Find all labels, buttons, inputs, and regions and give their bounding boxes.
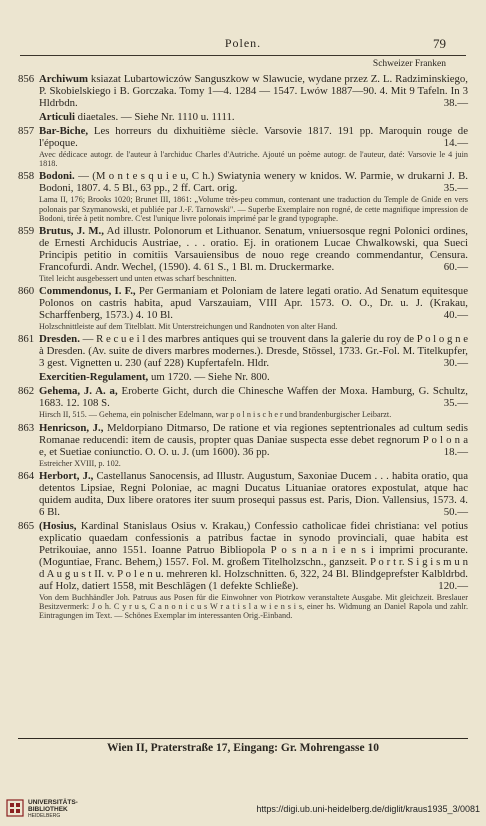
entry-text bbox=[39, 385, 468, 409]
entry-note: Avec dédicace autogr. de l'auteur à l'archiduc Charles d'Autriche. Ajouté un poème autogr. de l'auteur, daté: Varsovie le 4 juin 1818. bbox=[39, 150, 468, 169]
entry-price: 40.— bbox=[443, 309, 468, 322]
entry-number: 864 bbox=[18, 469, 35, 482]
entry-text bbox=[39, 470, 468, 518]
entry-note: Hirsch II, 515. — Gehema, ein polnischer Edelmann, war p o l n i s c h e r und brandenburgischer Leibarzt. bbox=[39, 410, 392, 420]
entry-head: Bar-Biche, bbox=[39, 125, 89, 137]
entry-note: Lama II, 176; Brooks 1020; Brunet III, 1861: „Volume très-peu commun, contenant une traduction du Temple de Gnide en vers polonais par Szymanowski, et publiée par J.-F. Tarnowski". — Superbe Exemplaire non rogné, de cette magnifique impression de Bodoni, tirée à petit nombre. C'est l'unique livre polonais imprimé par le grand typographe. bbox=[39, 195, 468, 223]
entry-863 bbox=[18, 422, 468, 468]
entry-price: 18.— bbox=[443, 445, 468, 458]
entry-head: Herbort, J., bbox=[39, 469, 94, 482]
entry-note: Holzschnittleiste auf dem Titelblatt. Mit Unterstreichungen und Randnoten von alter Hand. bbox=[39, 322, 338, 332]
entry-body: Meldorpiano Ditmarso, De ratione et via regiones septentrionales ad cultum sedis Romanae reducendi: item de causis, propter quas Daniae suspecta esse debet regnorum P o l o n a e, et Suetiae coniunctio. O. O. u. J. (um 1600). 36 pp. bbox=[39, 421, 468, 458]
entry-body: — R e c u e i l des marbres antiques qui se trouvent dans la galerie du roy de P o l o g n e à Dresden. (Av. suite de divers marbres modernes.). Dresde, Stössel, 1733. Gr.-Fol. M. Titelkupfer, 3 gest. Vignetten u. 230 (auf 228) Kupfertafeln. Hldr. bbox=[39, 333, 468, 370]
entry-body: diaetales. — Siehe Nr. 1110 u. 1111. bbox=[74, 111, 235, 123]
entry-head: Bodoni. bbox=[39, 170, 75, 183]
entry-price: 60.— bbox=[443, 261, 468, 274]
entry-text bbox=[39, 225, 468, 273]
library-line-1: UNIVERSITÄTS- bbox=[28, 799, 78, 806]
entry-865 bbox=[18, 520, 468, 621]
currency-label: Schweizer Franken bbox=[372, 59, 446, 69]
entry-text bbox=[39, 422, 468, 458]
entry-price: 35.— bbox=[443, 182, 468, 195]
page-number: 79 bbox=[433, 36, 446, 51]
entry-note: Estreicher XVIII, p. 102. bbox=[39, 458, 121, 468]
entry-856 bbox=[18, 73, 468, 109]
footer-rule bbox=[18, 738, 468, 739]
entry-body: Kardinal Stanislaus Osius v. Krakau,) Confessio catholicae fidei christiana: vel potius explicatio quaedam confessionis a patribus factae in synodo provinciali, quae habita est Petrikouiae, anno 1551. Ioanne Patruo Bibliopola P o s n a n i e n s i imprimi procurante. (Moguntiae, Franc. Behem,) 1557. Fol. M. großem Titelholzschn., ganzseit. P o r t r. S i g i s m u n d A u g u s t II. v. P o l e n u. mehreren kl. Holzschnitten. 6, 322, 24 Bl. Blindgeprefster Kalbldrbd. auf Holz, datiert 1558, mit Beschlägen (1 defekte Schließe). bbox=[39, 519, 468, 592]
entry-body: — (M o n t e s q u i e u, C h.) Swiatynia wenery w knidos. W. Parmie, w drukarni J. B. Bodoni, 1807. 4. 5 Bl., 63 pp., 2 ff. Cart. orig. bbox=[39, 170, 468, 195]
entry-864 bbox=[18, 470, 468, 518]
entry-body: ksiazat Lubartowiczów Sanguszkow w Slawucie, wydane przez Z. L. Radziminskiego, P. Skobielskiego i B. Gorczaka. Tomy 1—4. 1284 — 1547. Lwów 1887—90. 4. Mit 9 Tafeln. In 3 Hldrbdn. bbox=[39, 73, 468, 109]
entry-head: (Hosius, bbox=[39, 519, 77, 532]
entry-articuli bbox=[18, 111, 468, 123]
entry-head: Henricson, J., bbox=[39, 421, 104, 434]
entry-860 bbox=[18, 285, 468, 331]
page-title: Polen. bbox=[224, 36, 262, 50]
entry-body: Eroberte Gicht, durch die Chinesche Waffen der Moxa. Hamburg, G. Schultz, 1683. 12. 108 S. bbox=[39, 385, 468, 410]
page-header bbox=[0, 28, 486, 54]
entry-price: 14.— bbox=[443, 137, 468, 149]
entry-price: 30.— bbox=[443, 357, 468, 370]
university-seal-icon bbox=[6, 799, 24, 817]
entry-861 bbox=[18, 333, 468, 369]
entry-price: 35.— bbox=[443, 397, 468, 410]
entry-body: um 1720. — Siehe Nr. 800. bbox=[148, 371, 270, 384]
entry-text bbox=[39, 170, 468, 194]
entry-body: Castellanus Sanocensis, ad Illustr. Augustum, Saxoniae Ducem . . . habita oratio, qua detentos Lipsiae, Regni Poloniae, ac magni Ducatus Lituaniae oratores expostulat, atque hac quidem audita, Dux libere oratores iter suum prosequi passus est. Paris, Dion. Vallensius, 1573. 4. 6 Bl. bbox=[39, 469, 468, 518]
entry-head: Dresden. bbox=[39, 333, 80, 346]
entry-862 bbox=[18, 385, 468, 419]
entry-number: 865 bbox=[18, 519, 35, 532]
entry-number: 859 bbox=[18, 225, 35, 238]
entry-price: 50.— bbox=[443, 505, 468, 518]
header-rule bbox=[20, 55, 466, 56]
library-name bbox=[28, 799, 78, 813]
entry-number: 857 bbox=[18, 125, 35, 137]
entry-text bbox=[39, 333, 468, 369]
entry-859 bbox=[18, 225, 468, 283]
publisher-address: Wien II, Praterstraße 17, Eingang: Gr. Mohrengasse 10 bbox=[107, 742, 379, 754]
entry-text bbox=[39, 125, 468, 149]
entry-body: Per Germaniam et Poloniam de latere legati oratio. Ad Senatum equitesque Polonos on castris habita, apud Varszauiam, VIII Apr. 1573. O. O., Dr. u. J. (Krakau, Scharffenberg, 1573.) 4. 10 Bl. bbox=[39, 285, 468, 322]
library-line-2: BIBLIOTHEK bbox=[28, 806, 68, 813]
entry-858 bbox=[18, 170, 468, 223]
entry-price: 120.— bbox=[438, 579, 468, 592]
source-url[interactable]: https://digi.ub.uni-heidelberg.de/diglit/kraus1935_3/0081 bbox=[256, 804, 480, 814]
entry-head: Archiwum bbox=[39, 73, 88, 85]
entry-number: 862 bbox=[18, 385, 35, 398]
entry-number: 863 bbox=[18, 421, 35, 434]
entry-exercitien bbox=[18, 371, 468, 383]
library-city: HEIDELBERG bbox=[28, 813, 61, 819]
entry-number: 858 bbox=[18, 170, 35, 183]
entry-head: Gehema, J. A. a, bbox=[39, 385, 118, 398]
entry-head: Exercitien-Regulament, bbox=[39, 371, 149, 384]
entry-head: Commendonus, I. F., bbox=[39, 285, 136, 298]
entry-number: 856 bbox=[18, 73, 35, 85]
catalog-entries bbox=[18, 73, 468, 622]
entry-text bbox=[39, 73, 468, 109]
entry-text bbox=[39, 285, 468, 321]
entry-number: 860 bbox=[18, 285, 35, 298]
entry-body: Les horreurs du dixhuitième siècle. Varsovie 1817. 191 pp. Maroquin rouge de l'époque. bbox=[39, 125, 468, 149]
entry-note: Titel leicht ausgebessert und unten etwas scharf beschnitten. bbox=[39, 274, 237, 284]
entry-857 bbox=[18, 125, 468, 168]
library-logo[interactable] bbox=[4, 797, 94, 823]
entry-text bbox=[39, 520, 468, 592]
entry-head: Brutus, J. M., bbox=[39, 225, 104, 238]
entry-body: Ad illustr. Polonorum et Lithuanor. Senatum, vniuersosque regni Polonici ordines, de Ernesti Archiducis Austriae, . . . oratio. Ej. in orationem Lucae Chwalkowski, qua Sueci Principis petitio in comitiis Varsauiensibus de nouo rege creando commendantur, Censura. Francofurdi. Andr. Wechel, (1590). 4. 61 S., 1 Bl. m. Druckermarke. bbox=[39, 225, 469, 274]
entry-number: 861 bbox=[18, 333, 35, 346]
entry-head: Articuli bbox=[39, 111, 75, 123]
entry-price: 38.— bbox=[443, 97, 468, 109]
entry-note: Von dem Buchhändler Joh. Patruus aus Posen für die Einwohner von Piotrkow veranstaltete Ausgabe. Mit gleichzeit. Breslauer Besitzvermerk: J o h. C y r u s, C a n o n i c u s W r a t i s l a w i e n s i s, einer hs. Widmung an Daniel Rapola und zahlr. Eintragungen im Text. — Schönes Exemplar im interessanten Orig.-Einband. bbox=[39, 592, 468, 621]
